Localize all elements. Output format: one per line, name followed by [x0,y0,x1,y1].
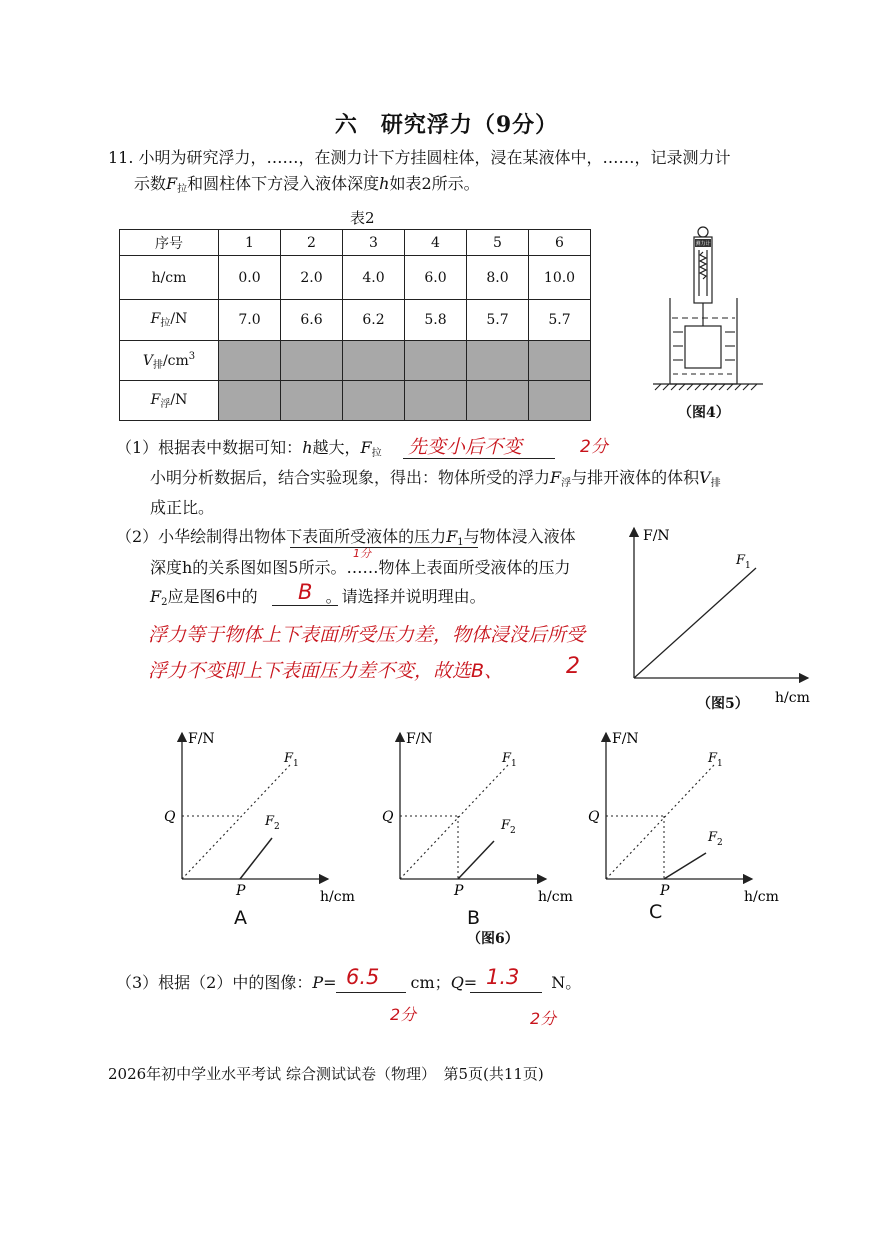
table-caption: 表2 [350,209,375,227]
table-cell: 2.0 [281,256,343,300]
part2-underline [290,547,478,548]
label-sub: 拉 [160,318,171,329]
table-col-header: 4 [405,230,467,256]
table-cell: 6.2 [343,300,405,341]
part1-score-mark: 2分 [580,437,608,457]
row-label-h: h/cm [120,256,219,300]
table-header-row [120,230,591,256]
f-symbol: F [550,468,562,487]
table-cell-blank [467,381,529,421]
f1-sub-b: 1 [511,759,517,769]
row-label-f-buoyant [120,381,219,421]
table-cell: 10.0 [529,256,591,300]
table-col-header: 3 [343,230,405,256]
table-cell-blank [467,341,529,381]
part1-handwritten-answer: 先变小后不变 [408,436,523,458]
q-label-b: Q [382,809,394,825]
f-subscript: 拉 [177,184,188,195]
f1-label: F [736,553,746,568]
f2-label-b: F [501,818,511,833]
f-subscript: 1 [457,537,464,548]
label-sup: 3 [188,350,196,362]
table-col-header: 2 [281,230,343,256]
page-footer: 2026年初中学业水平考试 综合测试试卷（物理） 第5页(共11页) [108,1065,544,1083]
p-label-c: P [660,883,670,899]
figure-4-caption: （图4） [678,405,730,421]
f1-label-a: F [284,751,294,766]
table-cell-blank [219,381,281,421]
f-symbol: F [360,438,372,457]
xlabel-a: h/cm [320,889,355,905]
table-cell-blank [529,381,591,421]
label-symbol: V [142,352,153,369]
v-symbol: V [699,468,711,487]
table-row [120,256,591,300]
part2-mark: 1分 [353,547,371,560]
table-row [120,341,591,381]
label-unit: /cm [162,352,189,369]
q-handwritten-answer: 1.3 [486,965,520,989]
p3-text: cm； [410,973,451,992]
table-cell-blank [281,381,343,421]
part2-score-mark: 2 [566,654,580,679]
p1-text: 越大， [312,438,361,457]
label-unit: /N [170,391,188,408]
p3-text: N。 [551,973,582,992]
table-col-header: 6 [529,230,591,256]
table-cell: 5.7 [529,300,591,341]
option-c-label: C [649,901,663,923]
f-symbol: F [166,174,178,193]
p-handwritten-answer: 6.5 [346,965,380,989]
label-sub: 排 [152,359,163,371]
v-subscript: 排 [710,478,721,489]
p-symbol: P= [312,973,337,992]
part2-handwritten-reason-1: 浮力等于物体上下表面所受压力差，物体浸没后所受 [148,624,586,646]
f1-label-c: F [708,751,718,766]
part2-line1 [116,524,576,556]
table-cell: 4.0 [343,256,405,300]
table-cell-blank [343,381,405,421]
f1-sub-a: 1 [293,759,299,769]
graph-b [382,731,573,905]
p2-text: 应是图6中的 [167,587,258,606]
figure-4-apparatus [645,222,775,397]
f2-sub-a: 2 [274,822,280,832]
table-cell-blank [343,341,405,381]
table-cell: 5.8 [405,300,467,341]
p1-text: 与排开液体的体积 [571,468,700,487]
q-text: 示数 [134,174,167,193]
table-cell: 8.0 [467,256,529,300]
label-symbol: F [150,391,161,408]
table-header-label: 序号 [120,230,219,256]
table-cell: 6.6 [281,300,343,341]
f2-sub-b: 2 [510,826,516,836]
q-symbol: Q= [450,973,478,992]
y-axis-label: F/N [643,528,670,544]
p3-text: （3）根据（2）中的图像： [116,973,313,992]
option-a-label: A [234,907,247,929]
q-text: 如表2所示。 [389,174,480,193]
table-col-header: 1 [219,230,281,256]
cylinder-object [685,326,721,368]
p-score-mark: 2分 [390,1005,417,1024]
label-unit: /N [170,311,188,327]
p2-text: （2）小华绘制得出物体下表面所受液体的压力 [116,527,447,546]
p2-text: 与物体浸入液体 [463,527,576,546]
meter-label: 测力计 [695,241,711,247]
table-cell: 0.0 [219,256,281,300]
row-label-v-displaced [120,341,219,381]
table-col-header: 5 [467,230,529,256]
ylabel-c: F/N [612,731,639,747]
figure-6-caption: （图6） [467,931,519,947]
p1-text: （1）根据表中数据可知： [116,438,303,457]
figure-5-caption: （图5） [697,696,749,712]
p1-text: 小明分析数据后，结合实验现象，得出：物体所受的浮力 [150,468,551,487]
part2-line3 [150,584,486,616]
p-answer-blank [336,992,406,993]
q-score-mark: 2分 [530,1009,557,1028]
question-line-1: 11. 小明为研究浮力，……，在测力计下方挂圆柱体，浸在某液体中，……，记录测力计 [108,148,731,167]
p2-text: 。请选择并说明理由。 [325,587,486,606]
part2-handwritten-answer: B [298,580,313,604]
p-label-a: P [236,883,246,899]
f-symbol: F [446,527,458,546]
part2-answer-blank [272,605,338,606]
question-line-2 [134,171,480,203]
xlabel-b: h/cm [538,889,573,905]
f1-label-b: F [502,751,512,766]
q-answer-blank [470,992,542,993]
figure-5-graph [618,522,818,722]
ylabel-b: F/N [406,731,433,747]
xlabel-c: h/cm [744,889,779,905]
f2-label-c: F [708,830,718,845]
table-cell-blank [405,341,467,381]
h-symbol: h [302,438,313,457]
data-table [119,229,591,421]
f-subscript: 2 [161,597,168,608]
part2-line2: 深度h的关系图如图5所示。……物体上表面所受液体的压力 [150,558,571,577]
p-label-b: P [454,883,464,899]
label-symbol: F [150,311,161,327]
f-subscript: 浮 [561,478,572,489]
table-cell: 6.0 [405,256,467,300]
f1-sub-c: 1 [717,759,723,769]
table-cell-blank [219,341,281,381]
q-label-c: Q [588,809,600,825]
table-cell-blank [405,381,467,421]
f2-label-a: F [265,814,275,829]
table-cell: 7.0 [219,300,281,341]
row-label-f-pull [120,300,219,341]
graph-c [588,731,779,905]
option-b-label: B [467,907,481,929]
hook-ring-icon [698,227,708,237]
table-cell-blank [529,341,591,381]
ylabel-a: F/N [188,731,215,747]
q-label-a: Q [164,809,176,825]
f1-line [634,568,756,678]
part2-handwritten-reason-2: 浮力不变即上下表面压力差不变，故选B、 [148,660,504,682]
label-sub: 浮 [160,398,171,410]
f1-subscript: 1 [745,561,751,571]
table-row [120,300,591,341]
f2-sub-c: 2 [717,838,723,848]
part1-line2 [150,465,721,497]
h-symbol: h [379,174,390,193]
table-cell-blank [281,341,343,381]
f-symbol: F [150,587,162,606]
part1-line1 [116,435,382,467]
q-text: 和圆柱体下方浸入液体深度 [187,174,380,193]
table-cell: 5.7 [467,300,529,341]
f-subscript: 拉 [371,448,382,459]
graph-a [164,731,355,905]
x-axis-label: h/cm [775,690,810,706]
figure-6-graphs [160,725,800,930]
part1-line3: 成正比。 [150,498,215,517]
table-row [120,381,591,421]
section-title: 六 研究浮力（9分） [334,112,559,138]
